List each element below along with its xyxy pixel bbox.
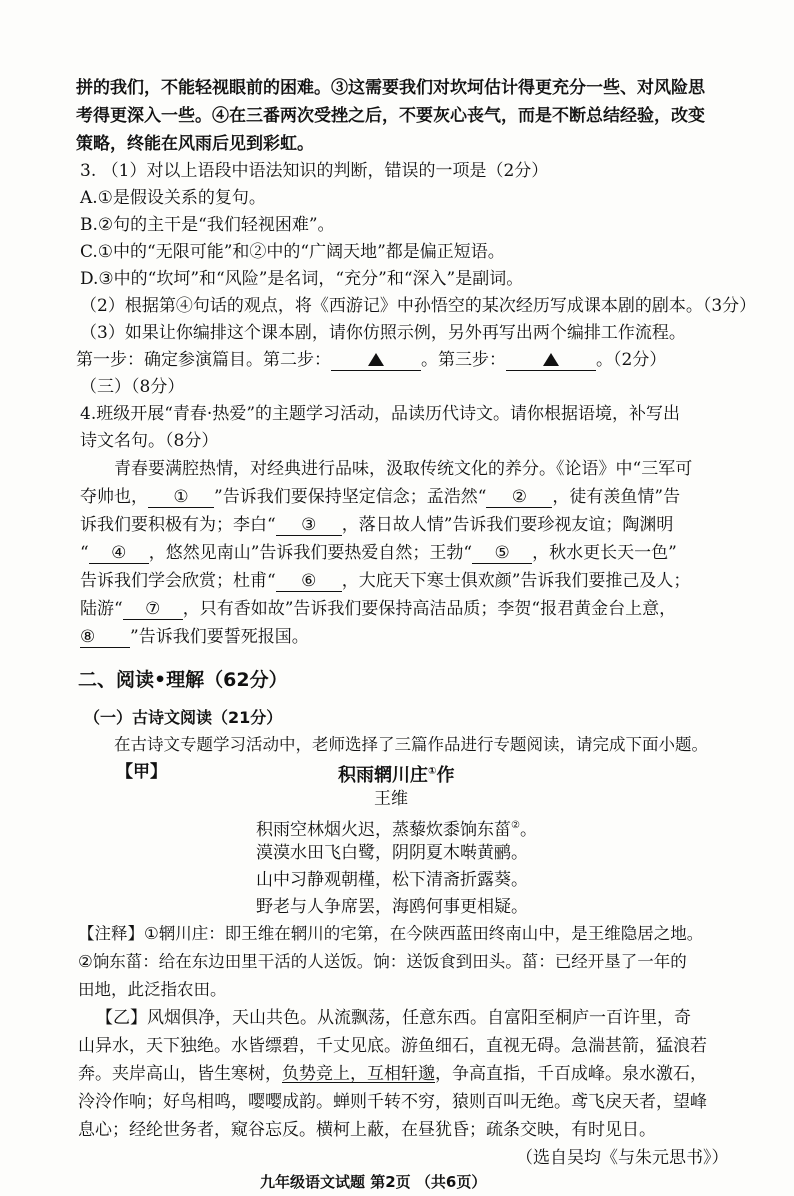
text: ，争高直指，千百成峰。泉水激石， <box>435 1064 707 1084</box>
poem-line-3: 山中习静观朝槿，松下清斋折露葵。 <box>256 870 528 890</box>
yi-source: （选自吴均《与朱元思书》） <box>516 1148 729 1168</box>
fill-blank-4[interactable]: ④ <box>89 543 149 564</box>
q3-steps <box>76 348 666 372</box>
fill-blank-8[interactable]: ⑧ <box>80 627 130 648</box>
yi-line-3 <box>78 1062 707 1086</box>
poem-title-end: 作 <box>436 765 455 786</box>
q4-para-3 <box>80 513 673 537</box>
q4-para-7 <box>80 625 309 649</box>
text: ，悠然见南山”告诉我们要热爱自然；王勃“ <box>148 543 473 563</box>
fill-blank-6[interactable]: ⑥ <box>276 571 342 592</box>
text: 诉我们要积极有为；李白“ <box>80 515 276 535</box>
q3-stem: 3. （1）对以上语段中语法知识的判断，错误的一项是（2分） <box>80 161 549 181</box>
fill-blank-5[interactable]: ⑤ <box>472 543 532 564</box>
note-line-3: 田地，此泛指农田。 <box>78 980 227 999</box>
poem-line-2: 漠漠水田飞白鹭，阴阴夏木啭黄鹂。 <box>256 843 528 863</box>
triangle-icon <box>543 353 559 366</box>
q3-sub3: （3）如果让你编排这个课本剧，请你仿照示例，另外再写出两个编排工作流程。 <box>80 323 686 343</box>
answer-blank-step3[interactable] <box>506 350 596 371</box>
q4-para-1: 青春要满腔热情，对经典进行品味，汲取传统文化的养分。《论语》中“三军可 <box>114 459 693 479</box>
q3-option-c: C.①中的“无限可能”和②中的“广阔天地”都是偏正短语。 <box>80 242 505 262</box>
fill-blank-7[interactable]: ⑦ <box>123 599 183 620</box>
text: ，大庇天下寒士俱欢颜”告诉我们要推己及人； <box>341 571 691 591</box>
text: 告诉我们学会欣赏；杜甫“ <box>80 571 276 591</box>
text: 陆游“ <box>80 599 123 619</box>
text: ”告诉我们要保持坚定信念；孟浩然“ <box>214 487 487 507</box>
text: ，徒有羡鱼情”告 <box>552 487 681 507</box>
underlined-phrase: 负势竞上，互相轩邈 <box>282 1064 435 1084</box>
poem-title <box>338 760 454 788</box>
text: ，只有香如故”告诉我们要保持高洁品质；李贺“报君黄金台上意， <box>182 599 677 619</box>
triangle-icon <box>368 353 384 366</box>
poem-title-text: 积雨辋川庄 <box>338 765 428 786</box>
fill-blank-3[interactable]: ③ <box>276 515 342 536</box>
yi-line-1: 【乙】风烟俱净，天山共色。从流飘荡，任意东西。自富阳至桐庐一百许里，奇 <box>96 1008 691 1028</box>
footnote-marker: ② <box>511 820 520 831</box>
q3-option-a: A.①是假设关系的复句。 <box>80 188 266 208</box>
subsection-1-intro: 在古诗文专题学习活动中，老师选择了三篇作品进行专题阅读，请完成下面小题。 <box>114 735 708 754</box>
note-line-1: 【注释】①辋川庄：即王维在辋川的宅第，在今陕西蓝田终南山中，是王维隐居之地。 <box>78 924 704 943</box>
text: ，秋水更长天一色” <box>532 543 677 563</box>
q4-para-4 <box>80 541 677 565</box>
q4-para-6 <box>80 597 676 621</box>
steps-prefix: 第一步：确定参演篇目。第二步： <box>76 350 331 370</box>
q4-stem-1: 4.班级开展“青春·热爱”的主题学习活动，品读历代诗文。请你根据语境，补写出 <box>80 404 681 424</box>
footnote-marker: ① <box>428 766 437 777</box>
text: 夺帅也， <box>80 487 148 507</box>
page-footer: 九年级语文试题 第2页 （共6页） <box>260 1173 487 1191</box>
q3-sub2: （2）根据第④句话的观点，将《西游记》中孙悟空的某次经历写成课本剧的剧本。（3分） <box>80 296 757 316</box>
q4-stem-2: 诗文名句。（8分） <box>80 431 219 451</box>
text: ”告诉我们要誓死报国。 <box>130 627 309 647</box>
fill-blank-2[interactable]: ② <box>486 487 552 508</box>
text: “ <box>80 543 89 563</box>
subsection-1-title: （一）古诗文阅读（21分） <box>84 708 283 727</box>
poem-author: 王维 <box>374 789 408 809</box>
q4-para-2 <box>80 485 680 509</box>
text: ，落日故人情”告诉我们要珍视友谊；陶渊明 <box>341 515 674 535</box>
yi-line-5: 息心；经纶世务者，窥谷忘反。横柯上蔽，在昼犹昏；疏条交映，有时见日。 <box>78 1120 656 1140</box>
intro-line-3: 策略，终能在风雨后见到彩虹。 <box>76 134 314 154</box>
poem-line-1 <box>256 814 537 842</box>
yi-line-4: 泠泠作响；好鸟相鸣，嘤嘤成韵。蝉则千转不穷，猿则百叫无绝。鸢飞戾天者，望峰 <box>78 1092 707 1112</box>
poem-line-4: 野老与人争席罢，海鸥何事更相疑。 <box>256 897 528 917</box>
text: 奔。夹岸高山，皆生寒树， <box>78 1064 282 1084</box>
steps-suffix: 。（2分） <box>596 350 667 370</box>
section-3-title: （三）（8分） <box>80 377 185 397</box>
q4-para-5 <box>80 569 690 593</box>
q3-option-b: B.②句的主干是“我们轻视困难”。 <box>80 215 335 235</box>
answer-blank-step2[interactable] <box>331 350 421 371</box>
fill-blank-1[interactable]: ① <box>148 487 214 508</box>
jia-label: 【甲】 <box>116 762 167 782</box>
steps-mid: 。第三步： <box>421 350 506 370</box>
text: 。 <box>519 820 537 840</box>
yi-line-2: 山异水，天下独绝。水皆缥碧，千丈见底。游鱼细石，直视无碍。急湍甚箭，猛浪若 <box>78 1036 707 1056</box>
part-2-title: 二、阅读•理解（62分） <box>78 669 288 691</box>
q3-option-d: D.③中的“坎坷”和“风险”是名词，“充分”和“深入”是副词。 <box>80 269 524 289</box>
intro-line-1: 拼的我们，不能轻视眼前的困难。③这需要我们对坎坷估计得更充分一些、对风险思 <box>76 78 705 98</box>
text: 积雨空林烟火迟，蒸藜炊黍饷东菑 <box>256 820 511 840</box>
note-line-2: ②饷东菑：给在东边田里干活的人送饭。饷：送饭食到田头。菑：已经开垦了一年的 <box>78 952 687 971</box>
intro-line-2: 考得更深入一些。④在三番两次受挫之后，不要灰心丧气，而是不断总结经验，改变 <box>76 106 705 126</box>
